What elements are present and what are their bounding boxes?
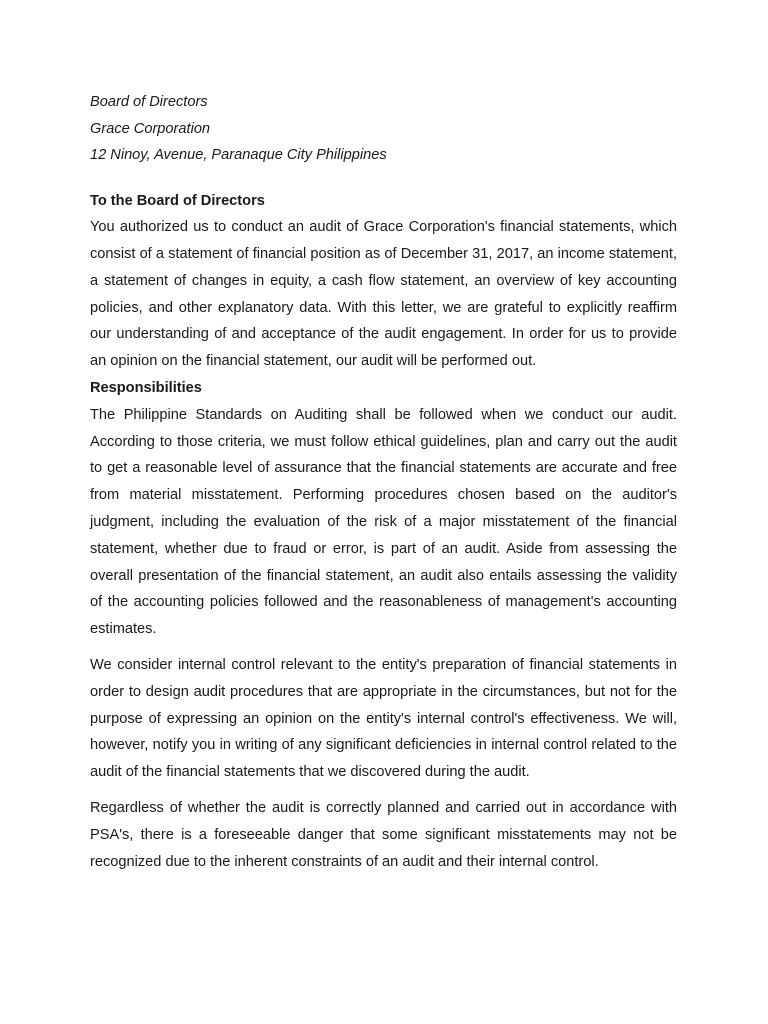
recipient-line-street: 12 Ninoy, Avenue, Paranaque City Philippines (90, 147, 387, 163)
recipient-line-company: Grace Corporation (90, 120, 211, 137)
salutation: To the Board of Directors (90, 192, 265, 209)
responsibilities-paragraph-internal-control: We consider internal control relevant to the entity's preparation of financial statements in order to design audit procedures that are appropriate in the circumstances, but not for the purpose of expressing an opinion on the entity's internal control's effectiveness. We will, however, notify you in writing of any significant deficiencies in internal control related to the audit of the financial statements that we discovered during the audit. (90, 657, 677, 781)
letter-page (90, 89, 677, 875)
responsibilities-paragraph-limitations: Regardless of whether the audit is correctly planned and carried out in accordance with PSA's, there is a foreseeable danger that some significant misstatements may not be recognized due to the inherent constraints of an audit and their internal control. (90, 800, 677, 870)
intro-paragraph: You authorized us to conduct an audit of Grace Corporation's financial statements, which consist of a statement of financial position as of December 31, 2017, an income statement, a statement of changes in equity, a cash flow statement, an overview of key accounting policies, and other explanatory data. With this letter, we are grateful to explicitly reaffirm our understanding of and acceptance of the audit engagement. In order for us to provide an opinion on the financial statement, our audit will be performed out. (90, 219, 677, 370)
recipient-line-board: Board of Directors (90, 94, 208, 110)
responsibilities-heading: Responsibilities (90, 380, 202, 397)
responsibilities-paragraph-standards: The Philippine Standards on Auditing shall be followed when we conduct our audit. According to those criteria, we must follow ethical guidelines, plan and carry out the audit to get a reasonable level of assurance that the financial statements are accurate and free from material misstatement. Performing procedures chosen based on the auditor's judgment, including the evaluation of the risk of a major misstatement of the financial statement, whether due to fraud or error, is part of an audit. Aside from assessing the overall presentation of the financial statement, an audit also entails assessing the validity of the accounting policies followed and the reasonableness of management's accounting estimates. (90, 406, 677, 638)
recipient-address (90, 89, 677, 169)
